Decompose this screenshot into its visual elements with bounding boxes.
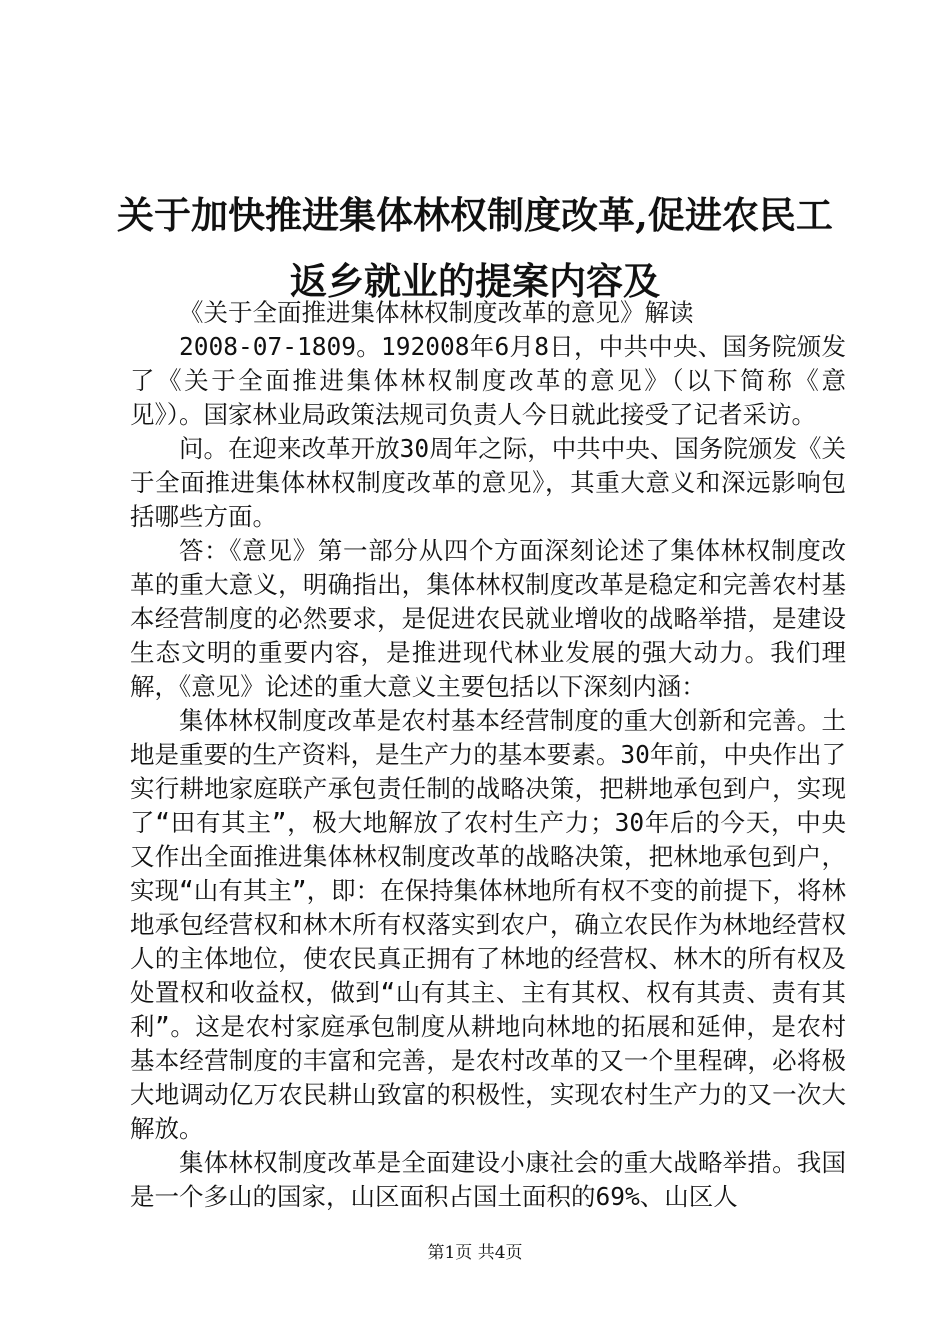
- paragraph: 2008-07-1809。192008年6月8日，中共中央、国务院颁发了《关于全面推进集体林权制度改革的意见》（以下简称《意见》）。国家林业局政策法规司负责人今日就此接受了记者采访。: [130, 332, 846, 429]
- paragraph-heading: 《关于全面推进集体林权制度改革的意见》解读: [179, 298, 694, 327]
- document-body: [130, 296, 846, 1214]
- paragraph: 问。在迎来改革开放30周年之际，中共中央、国务院颁发《关于全面推进集体林权制度改革的意见》，其重大意义和深远影响包括哪些方面。: [130, 434, 846, 531]
- title-line-1: 关于加快推进集体林权制度改革,促进农民工: [117, 193, 833, 237]
- paragraph: 答：《意见》第一部分从四个方面深刻论述了集体林权制度改革的重大意义，明确指出，集体林权制度改革是稳定和完善农村基本经营制度的必然要求，是促进农民就业增收的战略举措，是建设生态文明的重要内容，是推进现代林业发展的强大动力。我们理解，《意见》论述的重大意义主要包括以下深刻内涵：: [130, 536, 846, 701]
- page-number-footer: 第1页 共4页: [427, 1243, 523, 1263]
- paragraph: 集体林权制度改革是全面建设小康社会的重大战略举措。我国是一个多山的国家，山区面积占国土面积的69%、山区人: [130, 1148, 846, 1211]
- title-line-2: 返乡就业的提案内容及: [290, 259, 660, 303]
- paragraph: 集体林权制度改革是农村基本经营制度的重大创新和完善。土地是重要的生产资料，是生产力的基本要素。30年前，中央作出了实行耕地家庭联产承包责任制的战略决策，把耕地承包到户，实现了“田有其主”，极大地解放了农村生产力；30年后的今天，中央又作出全面推进集体林权制度改革的战略决策，把林地承包到户，实现“山有其主”，即：在保持集体林地所有权不变的前提下，将林地承包经营权和林木所有权落实到农户，确立农民作为林地经营权人的主体地位，使农民真正拥有了林地的经营权、林木的所有权及处置权和收益权，做到“山有其主、主有其权、权有其责、责有其利”。这是农村家庭承包制度从耕地向林地的拓展和延伸，是农村基本经营制度的丰富和完善，是农村改革的又一个里程碑，必将极大地调动亿万农民耕山致富的积极性，实现农村生产力的又一次大解放。: [130, 706, 846, 1143]
- document-title: [100, 182, 850, 314]
